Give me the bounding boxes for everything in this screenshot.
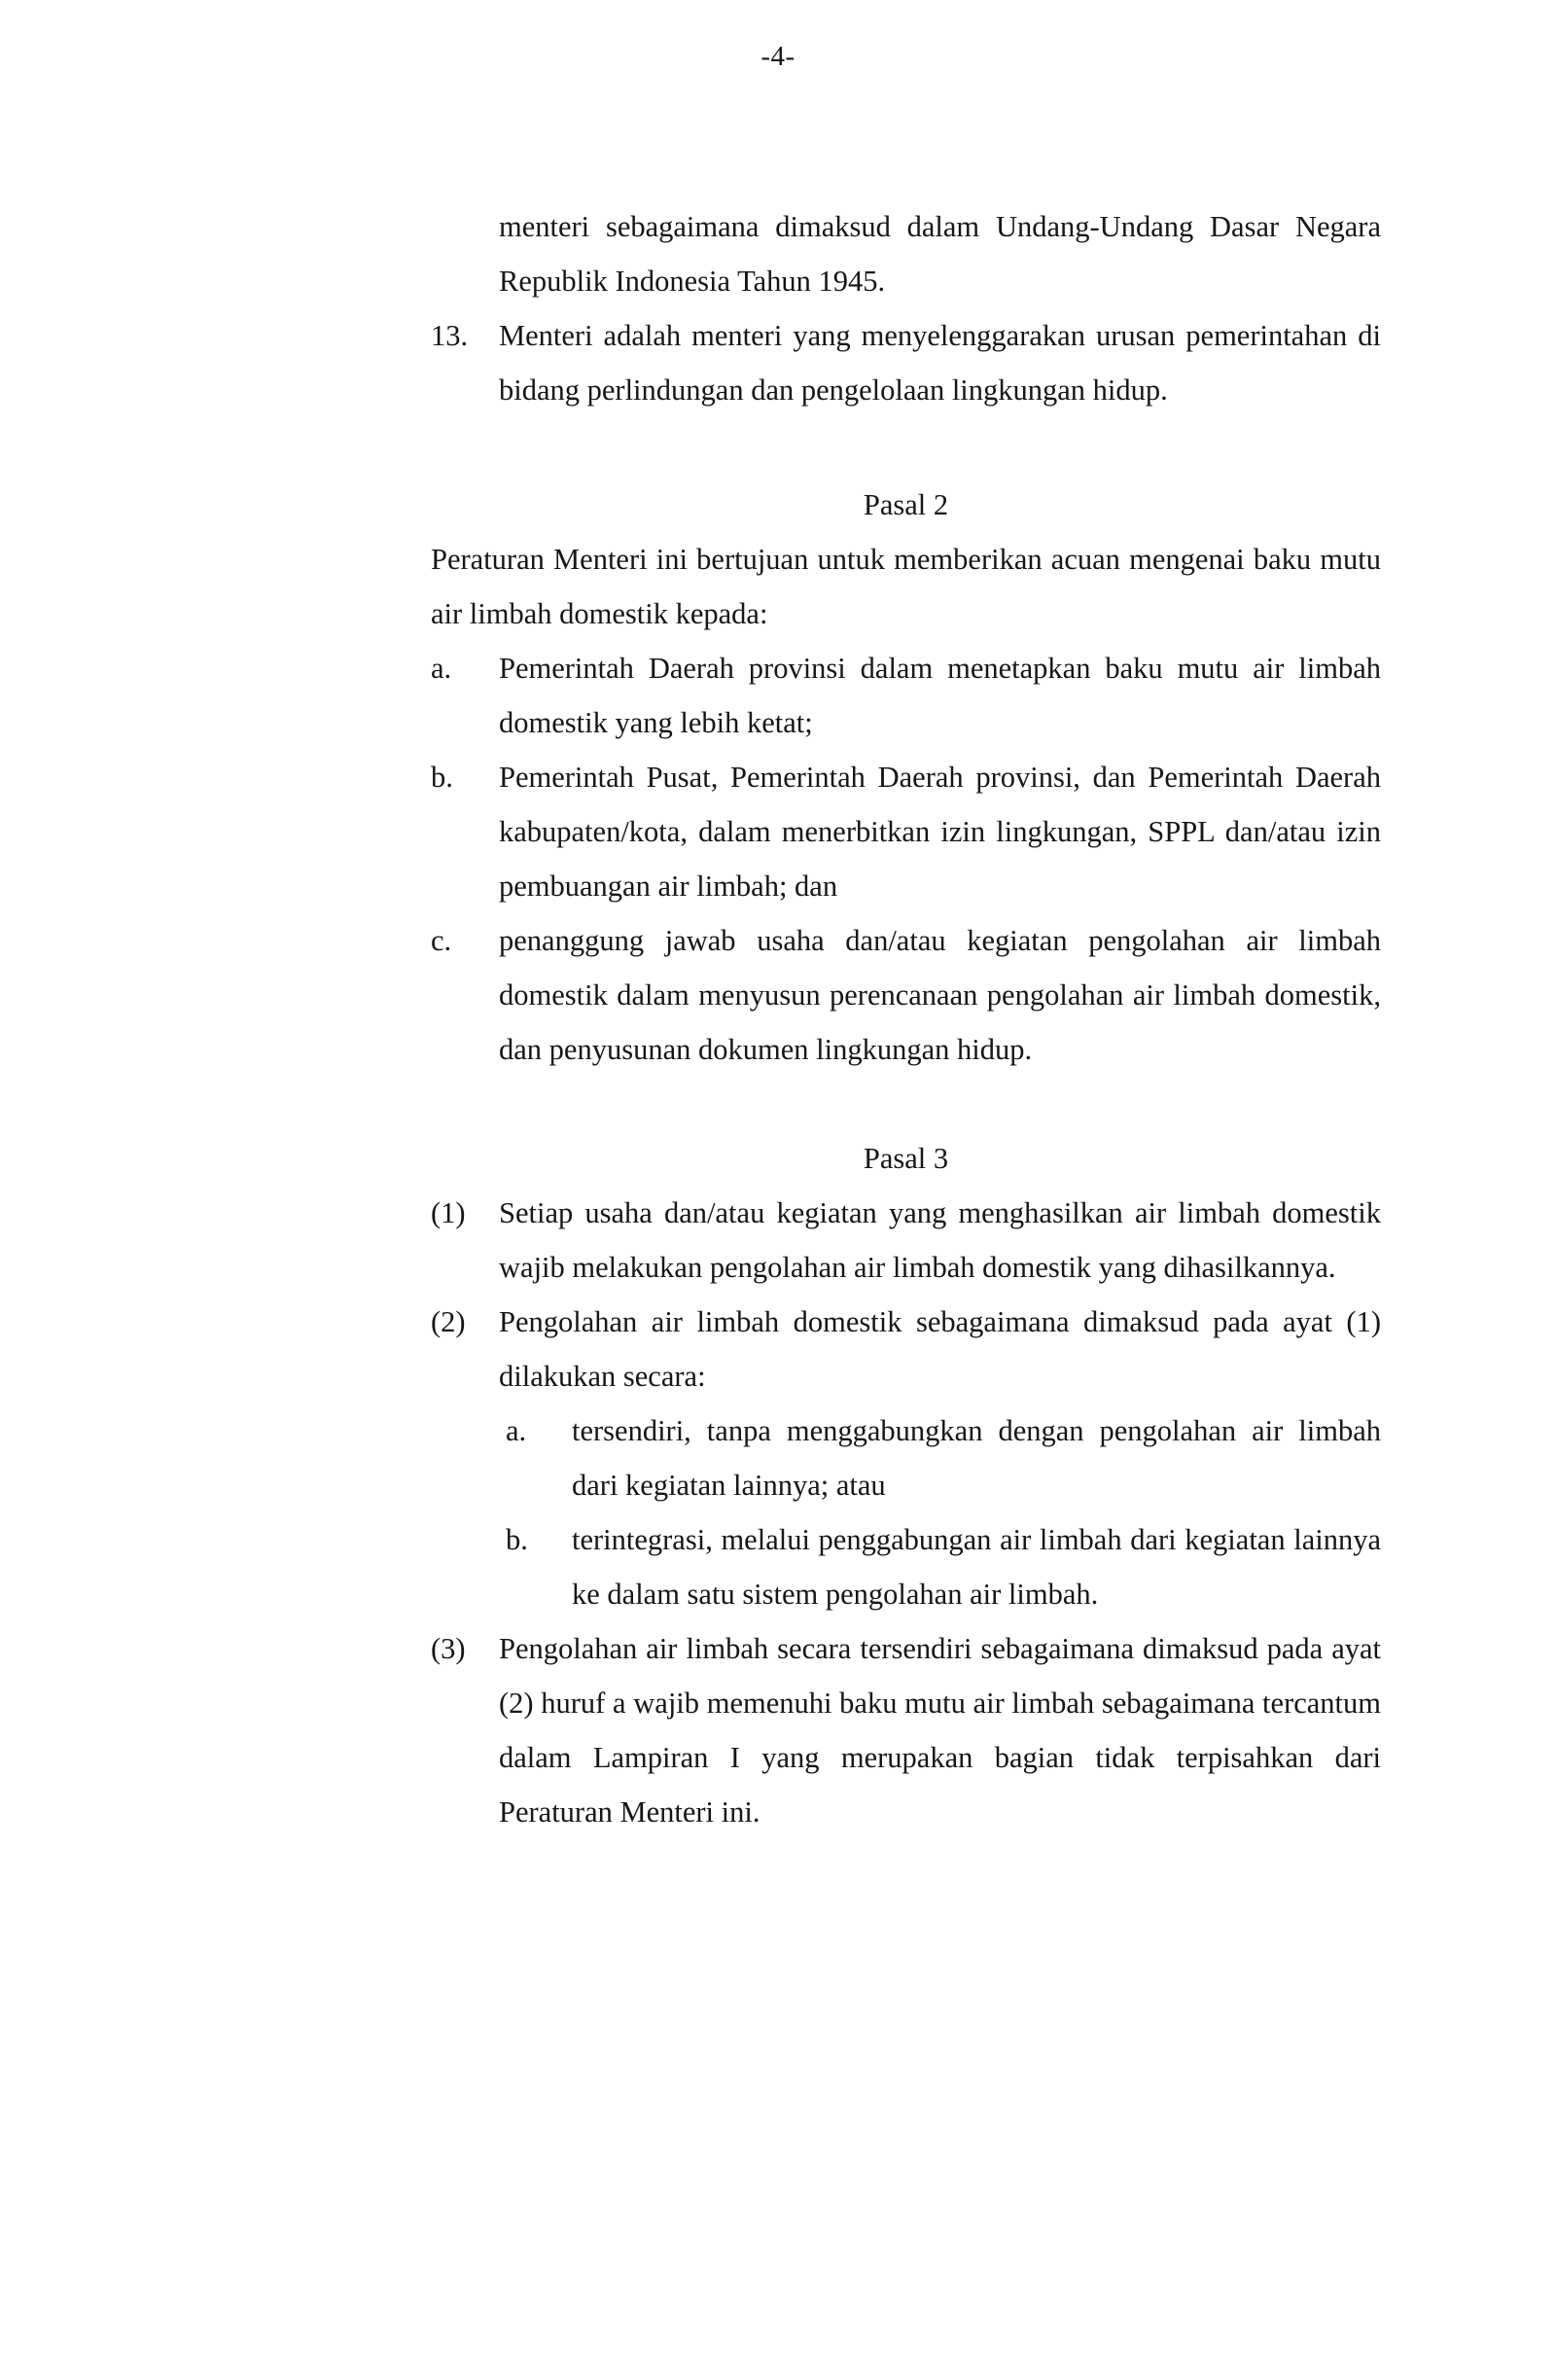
pasal-2-intro-paragraph: Peraturan Menteri ini bertujuan untuk memberikan acuan mengenai baku mutu air limbah domestik kepada:: [431, 543, 1381, 630]
list-item: [431, 1621, 1381, 1839]
list-item: [431, 1295, 1381, 1403]
list-item-text: Pengolahan air limbah secara tersendiri sebagaimana dimaksud pada ayat (2) huruf a wajib memenuhi baku mutu air limbah sebagaimana tercantum dalam Lampiran I yang merupakan bagian tidak terpisahkan dari Peraturan Menteri ini.: [499, 1632, 1381, 1829]
list-marker: (1): [431, 1196, 466, 1229]
sub-list-item-text: terintegrasi, melalui penggabungan air limbah dari kegiatan lainnya ke dalam satu sistem pengolahan air limbah.: [572, 1523, 1381, 1611]
sub-list-marker: a.: [506, 1414, 527, 1447]
sub-list-marker: b.: [506, 1523, 528, 1556]
page-number: -4-: [760, 41, 796, 72]
list-item-text: Pemerintah Pusat, Pemerintah Daerah provinsi, dan Pemerintah Daerah kabupaten/kota, dalam menerbitkan izin lingkungan, SPPL dan/atau izin pembuangan air limbah; dan: [499, 761, 1381, 903]
sub-list-item-text: tersendiri, tanpa menggabungkan dengan pengolahan air limbah dari kegiatan lainnya; atau: [572, 1414, 1381, 1502]
list-marker: a.: [431, 652, 452, 685]
list-marker: c.: [431, 924, 452, 957]
list-item-text: Pengolahan air limbah domestik sebagaimana dimaksud pada ayat (1) dilakukan secara:: [499, 1305, 1381, 1393]
list-item-text: Setiap usaha dan/atau kegiatan yang menghasilkan air limbah domestik wajib melakukan pengolahan air limbah domestik yang dihasilkannya.: [499, 1196, 1381, 1284]
list-item: [431, 750, 1381, 913]
section-spacer: [431, 417, 1381, 478]
list-item-text: Pemerintah Daerah provinsi dalam menetapkan baku mutu air limbah domestik yang lebih ketat;: [499, 652, 1381, 739]
list-item: [431, 641, 1381, 750]
list-item-13: [431, 308, 1381, 417]
list-marker: b.: [431, 761, 453, 794]
list-item-text: Menteri adalah menteri yang menyelenggarakan urusan pemerintahan di bidang perlindungan dan pengelolaan lingkungan hidup.: [499, 319, 1381, 407]
list-marker: (3): [431, 1632, 466, 1665]
sub-list-item: [506, 1403, 1381, 1512]
list-item-text: penanggung jawab usaha dan/atau kegiatan pengolahan air limbah domestik dalam menyusun perencanaan pengolahan air limbah domestik, dan penyusunan dokumen lingkungan hidup.: [499, 924, 1381, 1066]
page-content: [431, 199, 1381, 1839]
continuation-paragraph-item-12: menteri sebagaimana dimaksud dalam Undang-Undang Dasar Negara Republik Indonesia Tahun 1945.: [499, 210, 1381, 298]
section-heading-pasal-3: Pasal 3: [863, 1142, 949, 1175]
section-spacer: [431, 1077, 1381, 1131]
section-heading-pasal-2: Pasal 2: [863, 488, 949, 521]
sub-list-item: [506, 1512, 1381, 1621]
list-marker: 13.: [431, 319, 469, 352]
list-marker: (2): [431, 1305, 466, 1338]
list-item: [431, 1186, 1381, 1295]
list-item: [431, 913, 1381, 1077]
